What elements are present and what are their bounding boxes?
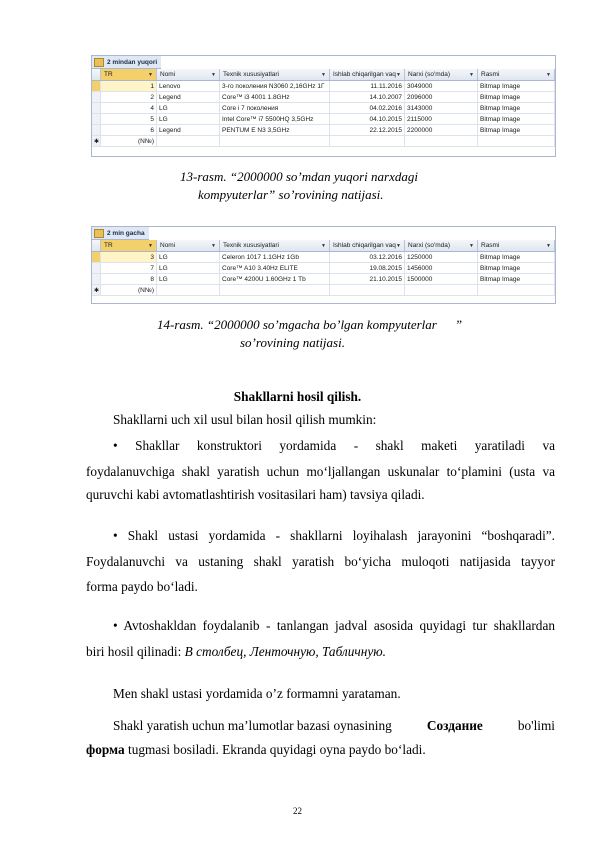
new-record-icon: ✱ [92, 285, 101, 295]
query-result-table-2 [91, 226, 556, 304]
query-icon [94, 58, 104, 67]
figure-caption-13: 13-rasm. “2000000 so’mdan yuqori narxdagi kompyuterlar” so’rovining natijasi. [180, 169, 418, 202]
column-header-texnik[interactable]: Texnik xususiyatlari ▼ [220, 69, 330, 80]
table-row[interactable]: 8 LG Core™ 4200U 1.60GHz 1 Tb 21.10.2015 1500000 Bitmap Image [92, 274, 555, 285]
new-record-row[interactable]: ✱ (N№) [92, 136, 555, 147]
table-row[interactable]: 3 LG Celeron 1017 1.1GHz 1Gb 03.12.2016 1250000 Bitmap Image [92, 252, 555, 263]
table-row[interactable]: 4 LG Core i 7 поколения 04.02.2016 3143000 Bitmap Image [92, 103, 555, 114]
table-row[interactable]: 1 Lenovo 3-го поколения N3060 2,16GHz 1Г 11.11.2016 3049000 Bitmap Image [92, 81, 555, 92]
column-header-ishlab[interactable]: Ishlab chiqarilgan vaq ▼ [330, 240, 405, 251]
query-tab-1[interactable] [92, 56, 161, 69]
column-header-narxi[interactable]: Narxi (so'mda) ▼ [405, 240, 478, 251]
column-header-rasmi[interactable]: Rasmi ▼ [478, 240, 555, 251]
column-header-narxi[interactable]: Narxi (so'mda) ▼ [405, 69, 478, 80]
query-tab-title: 2 mindan yuqori [107, 58, 158, 66]
row-selector[interactable] [92, 252, 101, 262]
row-selector[interactable] [92, 92, 101, 102]
column-header-nomi[interactable]: Nomi ▼ [157, 69, 220, 80]
row-selector-header[interactable] [92, 240, 101, 251]
query-tab-2[interactable] [92, 227, 149, 240]
row-selector[interactable] [92, 263, 101, 273]
column-header-tr[interactable]: TR ▼ [101, 240, 157, 251]
query-result-table-1 [91, 55, 556, 157]
row-selector[interactable] [92, 103, 101, 113]
column-header-texnik[interactable]: Texnik xususiyatlari ▼ [220, 240, 330, 251]
column-header-ishlab[interactable]: Ishlab chiqarilgan vaq ▼ [330, 69, 405, 80]
row-selector[interactable] [92, 274, 101, 284]
column-header-tr[interactable]: TR ▼ [101, 69, 157, 80]
column-header-nomi[interactable]: Nomi ▼ [157, 240, 220, 251]
intro-paragraph: Shakllarni uch xil usul bilan hosil qilish mumkin: [113, 412, 377, 427]
figure-caption-14: 14-rasm. “2000000 so’mgacha bo’lgan kompyuterlar ” so’rovining natijasi. [157, 317, 463, 350]
section-heading: Shakllarni hosil qilish. [233, 389, 362, 404]
table-header [92, 69, 555, 81]
column-header-rasmi[interactable]: Rasmi ▼ [478, 69, 555, 80]
row-selector[interactable] [92, 81, 101, 91]
new-record-icon: ✱ [92, 136, 101, 146]
row-selector-header[interactable] [92, 69, 101, 80]
table-row[interactable]: 2 Legend Core™ i3 4001 1.8GHz 14.10.2007 2096000 Bitmap Image [92, 92, 555, 103]
query-tab-title: 2 min gacha [107, 229, 145, 237]
query-icon [94, 229, 104, 238]
row-selector[interactable] [92, 125, 101, 135]
row-selector[interactable] [92, 114, 101, 124]
table-row[interactable]: 5 LG Intel Core™ i7 5500HQ 3,5GHz 04.10.2015 2115000 Bitmap Image [92, 114, 555, 125]
new-record-row[interactable]: ✱ (N№) [92, 285, 555, 296]
table-header [92, 240, 555, 252]
page-number: 22 [293, 806, 302, 816]
table-row[interactable]: 7 LG Core™ A10 3.40Hz ELITE 19.08.2015 1456000 Bitmap Image [92, 263, 555, 274]
usta-paragraph: Men shakl ustasi yordamida o’z formamni yarataman. [113, 686, 401, 701]
table-row[interactable]: 6 Legend PENTUM E N3 3,5GHz 22.12.2015 2200000 Bitmap Image [92, 125, 555, 136]
